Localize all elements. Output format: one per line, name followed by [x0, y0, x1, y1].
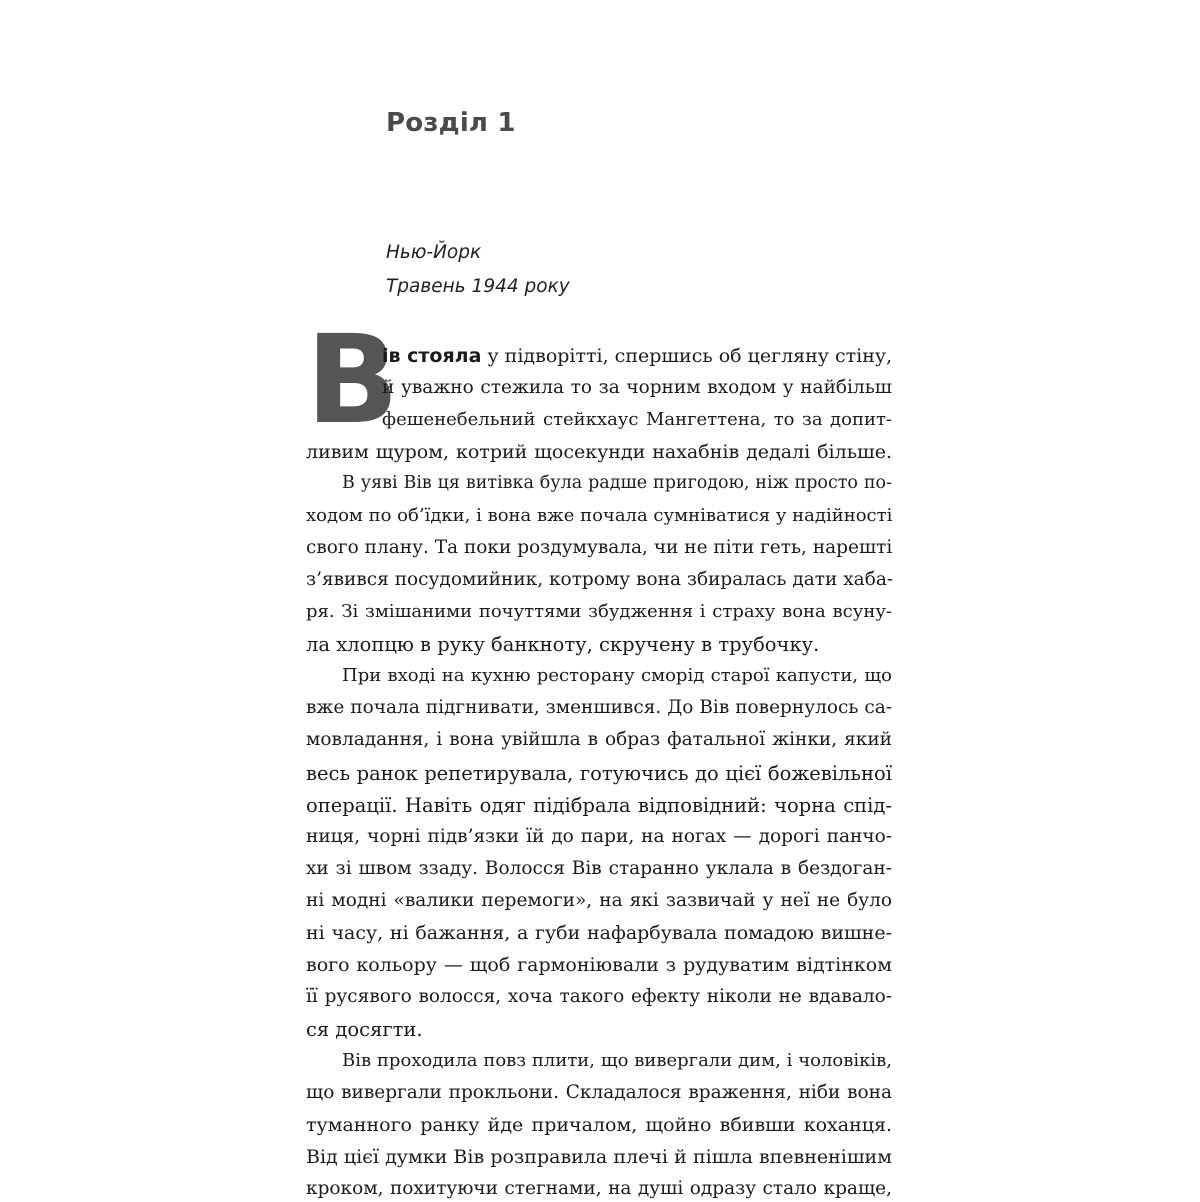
setting-date: Травень 1944 року: [386, 276, 570, 297]
body-line: операції. Навіть одяг підібрала відповідний: чорна спід-: [306, 794, 892, 817]
body-line: що вивергали прокльони. Складалося враження, ніби вона: [306, 1082, 892, 1103]
body-line: [382, 347, 892, 369]
body-line: ниця, чорні підв’язки їй до пари, на ногах — дорогі панчо-: [306, 826, 892, 847]
body-line: й уважно стежила то за чорним входом у найбільш: [382, 377, 892, 398]
body-line: вже почала підгнивати, зменшився. До Вів повернулось са-: [306, 697, 892, 718]
body-line: ла хлопцю в руку банкноту, скручену в трубочку.: [306, 633, 820, 656]
body-line: ходом по об’їдки, і вона вже почала сумніватися у надійності: [306, 505, 893, 526]
body-line: ря. Зі змішаними почуттями збудження і страху вона всуну-: [306, 601, 892, 622]
lead-in: ів стояла: [382, 345, 482, 367]
setting-place: Нью-Йорк: [386, 242, 482, 263]
body-line: хи зі швом ззаду. Волосся Вів старанно уклала в бездоган-: [306, 858, 892, 879]
line-1-rest: у підворітті, спершись об цегляну стіну,: [481, 345, 893, 367]
body-line: ні часу, ні бажання, а губи нафарбувала помадою вишне-: [306, 922, 892, 944]
body-line: В уяві Вів ця витівка була радше пригодою, ніж просто по-: [342, 473, 892, 493]
body-line: При вході на кухню ресторану сморід старої капусти, що: [342, 665, 892, 686]
body-line: ся досягти.: [306, 1018, 423, 1041]
drop-cap: В: [306, 309, 399, 451]
body-line: мовладання, і вона увійшла в образ фатальної жінки, який: [306, 729, 892, 750]
body-line: ні модні «валики перемоги», на які зазвичай у неї не було: [306, 890, 892, 911]
chapter-title: Розділ 1: [386, 108, 516, 138]
body-line: свого плану. Та поки роздумувала, чи не піти геть, нарешті: [306, 537, 893, 558]
body-line: Від цієї думки Вів розправила плечі й пішла впевненішим: [306, 1146, 892, 1168]
body-line: туманного ранку йде причалом, щойно вбивши коханця.: [306, 1114, 892, 1136]
body-line: весь ранок репетирувала, готуючись до цієї божевільної: [306, 762, 892, 785]
body-line: вого кольору — щоб гармоніювали з рудуватим відтінком: [306, 954, 892, 976]
body-line: з’явився посудомийник, котрому вона збиралась дати хаба-: [306, 569, 894, 590]
body-line: Вів проходила повз плити, що вивергали дим, і чоловіків,: [342, 1050, 892, 1071]
body-line: її русявого волосся, хоча такого ефекту ніколи не вдавало-: [306, 986, 892, 1007]
body-line: ливим щуром, котрий щосекунди нахабнів дедалі більше.: [306, 441, 892, 463]
body-line: фешенебельний стейкхаус Мангеттена, то за допит-: [382, 409, 892, 430]
body-line: кроком, похитуючи стегнами, на душі одразу стало краще,: [306, 1178, 892, 1199]
